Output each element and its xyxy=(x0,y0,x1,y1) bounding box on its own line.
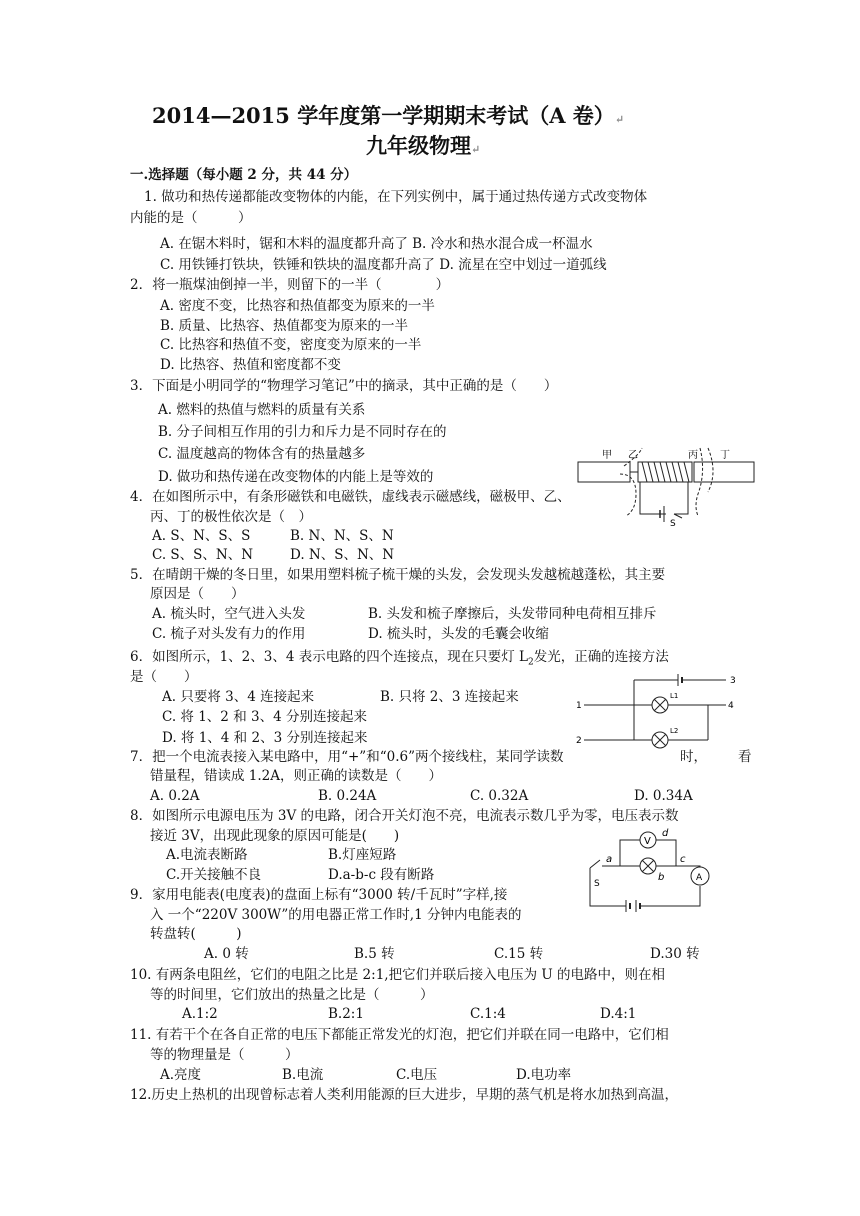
q10-option-d: D.4:1 xyxy=(600,1006,637,1022)
q5-stem: 5．在晴朗干燥的冬日里，如果用塑料梳子梳干燥的头发，会发现头发越梳越蓬松，其主要 xyxy=(130,567,666,583)
pole-yi: 乙 xyxy=(628,450,638,461)
q4-option-b: B. N、N、S、N xyxy=(290,528,394,544)
q6-stem-2: 是（ ） xyxy=(130,669,198,685)
q11-option-d: D.电功率 xyxy=(516,1067,572,1083)
node-c: c xyxy=(680,854,686,865)
pole-jia: 甲 xyxy=(602,450,612,461)
magnet-figure xyxy=(570,444,760,529)
q7-option-c: C. 0.32A xyxy=(470,788,529,804)
q8-option-c: C.开关接触不良 xyxy=(166,867,262,883)
q11-stem: 11. 有若干个在各自正常的电压下都能正常发光的灯泡，把它们并联在同一电路中，它们相 xyxy=(130,1027,669,1043)
q3-stem: 3．下面是小明同学的“物理学习笔记”中的摘录，其中正确的是（ ） xyxy=(130,378,558,394)
q9-option-c: C.15 转 xyxy=(494,946,544,962)
q7-stem: 7．把一个电流表接入某电路中，用“+”和“0.6”两个接线柱，某同学读数 xyxy=(130,749,564,765)
q2-option-d: D. 比热容、热值和密度都不变 xyxy=(160,357,341,373)
ammeter-label: A xyxy=(696,873,703,883)
q10-option-a: A.1:2 xyxy=(182,1006,218,1022)
q11-stem-2: 等的物理量是（ ） xyxy=(150,1047,299,1063)
q2-option-a: A. 密度不变，比热容和热值都变为原来的一半 xyxy=(160,298,435,314)
node-3: 3 xyxy=(730,676,736,686)
pole-bing: 丙 xyxy=(688,450,698,461)
q7-stem-2: 错量程，错读成 1.2A，则正确的读数是（ ） xyxy=(150,768,443,784)
q8-option-a: A.电流表断路 xyxy=(166,847,248,863)
q11-option-c: C.电压 xyxy=(396,1067,438,1083)
q3-option-d: D. 做功和热传递在改变物体的内能上是等效的 xyxy=(158,469,434,485)
q6-stem: 6．如图所示，1、2、3、4 表示电路的四个连接点，现在只要灯 $L_2$发光，正确的连接方法 xyxy=(130,649,669,668)
node-a: a xyxy=(606,854,613,865)
q1-option-cd: C. 用铁锤打铁块，铁锤和铁块的温度都升高了 D. 流星在空中划过一道弧线 xyxy=(160,257,607,273)
q11-option-b: B.电流 xyxy=(282,1067,324,1083)
q7-stem-end: 看 xyxy=(738,749,752,765)
pole-ding: 丁 xyxy=(720,450,730,461)
field-line xyxy=(620,474,636,516)
q4-stem-2: 丙、丁的极性依次是（ ） xyxy=(150,509,312,525)
q9-option-b: B.5 转 xyxy=(354,946,395,962)
q6-option-b: B. 只将 2、3 连接起来 xyxy=(380,689,519,705)
q1-stem: 1. 做功和热传递都能改变物体的内能，在下列实例中，属于通过热传递方式改变物体 xyxy=(144,189,648,205)
q8-option-b: B.灯座短路 xyxy=(328,847,397,863)
q5-stem-2: 原因是（ ） xyxy=(150,586,245,602)
q3-option-a: A. 燃料的热值与燃料的质量有关系 xyxy=(158,402,366,418)
fault-circuit-figure xyxy=(580,826,716,912)
q2-option-b: B. 质量、比热容、热值都变为原来的一半 xyxy=(160,318,409,334)
bar-magnet-left xyxy=(578,462,630,482)
q5-option-c: C. 梳子对头发有力的作用 xyxy=(152,626,306,642)
q10-stem-2: 等的时间里，它们放出的热量之比是（ ） xyxy=(150,987,434,1003)
q2-option-c: C. 比热容和热值不变，密度变为原来的一半 xyxy=(160,337,422,353)
q4-stem: 4．在如图所示中，有条形磁铁和电磁铁，虚线表示磁感线，磁极甲、乙、 xyxy=(130,489,571,505)
exam-title: 2014—2015 学年度第一学期期末考试（A 卷）↵ xyxy=(152,103,625,128)
q8-stem: 8．如图所示电源电压为 3V 的电路，闭合开关灯泡不亮，电流表示数几乎为零，电压表示数 xyxy=(130,808,679,824)
node-d: d xyxy=(662,828,669,839)
switch-label: S xyxy=(594,879,600,889)
q7-stem-gap: 时， xyxy=(680,749,707,765)
section-heading: 一.选择题（每小题 2 分，共 44 分） xyxy=(130,167,358,183)
voltmeter-label: V xyxy=(644,836,651,847)
switch-icon xyxy=(590,860,600,868)
q9-option-a: A. 0 转 xyxy=(204,946,249,962)
q6-option-a: A. 只要将 3、4 连接起来 xyxy=(162,689,315,705)
q10-stem: 10. 有两条电阻丝，它们的电阻之比是 2:1,把它们并联后接入电压为 U 的电路中，则在相 xyxy=(130,967,666,983)
switch-icon xyxy=(674,514,682,518)
node-b: b xyxy=(658,872,665,883)
q11-option-a: A.亮度 xyxy=(160,1067,202,1083)
lamp-l1-label: L1 xyxy=(670,692,679,700)
q10-option-b: B.2:1 xyxy=(328,1006,364,1022)
q1-stem-2: 内能的是（ ） xyxy=(130,210,252,226)
q9-stem: 9．家用电能表(电度表)的盘面上标有“3000 转/千瓦时”字样,接 xyxy=(130,887,508,903)
q8-stem-2: 接近 3V，出现此现象的原因可能是( ) xyxy=(150,828,400,844)
lamp-l2-label: L2 xyxy=(670,727,679,735)
node-4: 4 xyxy=(728,701,734,711)
q4-option-c: C. S、S、N、N xyxy=(152,547,254,563)
switch-label: S xyxy=(670,519,676,529)
q10-option-c: C.1:4 xyxy=(470,1006,506,1022)
q1-option-ab: A. 在锯木料时，锯和木料的温度都升高了 B. 冷水和热水混合成一杯温水 xyxy=(160,236,593,252)
circuit-wire xyxy=(640,482,666,514)
q7-option-b: B. 0.24A xyxy=(318,788,377,804)
node-1: 1 xyxy=(576,701,582,711)
exam-subtitle: 九年级物理↵ xyxy=(366,133,481,158)
q7-option-a: A. 0.2A xyxy=(150,788,200,804)
q3-option-c: C. 温度越高的物体含有的热量越多 xyxy=(158,446,366,462)
q4-option-d: D. N、S、N、N xyxy=(290,547,395,563)
q9-stem-2: 入 一个“220V 300W”的用电器正常工作时,1 分钟内电能表的 xyxy=(150,907,522,923)
q6-option-d: D. 将 1、4 和 2、3 分别连接起来 xyxy=(162,730,368,746)
lamp-circuit-figure xyxy=(572,668,742,748)
q6-option-c: C. 将 1、2 和 3、4 分别连接起来 xyxy=(162,709,367,725)
node-2: 2 xyxy=(576,736,582,746)
q4-option-a: A. S、N、S、S xyxy=(152,528,251,544)
q12-stem: 12.历史上热机的出现曾标志着人类利用能源的巨大进步，早期的蒸气机是将水加热到高温， xyxy=(130,1087,678,1103)
q9-option-d: D.30 转 xyxy=(650,946,700,962)
q3-option-b: B. 分子间相互作用的引力和斥力是不同时存在的 xyxy=(158,424,447,440)
q5-option-b: B. 头发和梳子摩擦后，头发带同种电荷相互排斥 xyxy=(368,606,657,622)
q8-option-d: D.a-b-c 段有断路 xyxy=(328,867,435,883)
q9-stem-3: 转盘转( ) xyxy=(150,926,242,942)
q2-stem: 2．将一瓶煤油倒掉一半，则留下的一半（ ） xyxy=(130,277,450,293)
q7-option-d: D. 0.34A xyxy=(634,788,693,804)
q5-option-a: A. 梳头时，空气进入头发 xyxy=(152,606,306,622)
q5-option-d: D. 梳头时，头发的毛囊会收缩 xyxy=(368,626,549,642)
